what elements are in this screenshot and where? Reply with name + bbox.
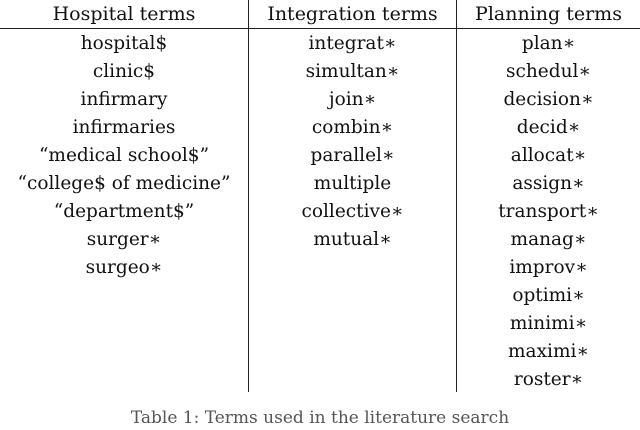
term-list: [249, 28, 456, 254]
column-header: Integration terms: [267, 3, 438, 25]
term-cell: improv∗: [509, 257, 588, 278]
column-hospital-terms: [0, 0, 248, 392]
term-cell: join∗: [328, 89, 377, 110]
term-cell: optimi∗: [512, 285, 585, 306]
term-cell: schedul∗: [506, 61, 591, 82]
term-cell: parallel∗: [310, 145, 395, 166]
term-cell: assign∗: [512, 173, 585, 194]
term-cell: decid∗: [516, 117, 581, 138]
term-list: [457, 28, 640, 394]
term-cell: allocat∗: [510, 145, 587, 166]
term-cell: plan∗: [521, 33, 576, 54]
term-cell: surgeo∗: [85, 257, 163, 278]
term-cell: hospital$: [80, 33, 168, 54]
term-cell: simultan∗: [305, 61, 400, 82]
term-cell: “department$”: [53, 201, 195, 222]
term-cell: maximi∗: [508, 341, 589, 362]
term-cell: surger∗: [86, 229, 162, 250]
term-cell: roster∗: [513, 369, 584, 390]
column-header: Hospital terms: [52, 3, 196, 25]
term-cell: infirmary: [80, 89, 168, 110]
term-cell: transport∗: [498, 201, 599, 222]
term-cell: “medical school$”: [38, 145, 210, 166]
term-cell: combin∗: [311, 117, 394, 138]
term-cell: “college$ of medicine”: [17, 173, 231, 194]
column-planning-terms: [457, 0, 640, 392]
column-header: Planning terms: [475, 3, 622, 25]
term-cell: manag∗: [510, 229, 587, 250]
term-list: [0, 28, 248, 282]
term-cell: integrat∗: [308, 33, 397, 54]
term-cell: minimi∗: [509, 313, 588, 334]
term-cell: mutual∗: [313, 229, 392, 250]
term-cell: multiple: [313, 173, 392, 194]
term-cell: decision∗: [503, 89, 594, 110]
term-cell: infirmaries: [72, 117, 176, 138]
table-caption: Table 1: Terms used in the literature search: [130, 408, 510, 428]
column-integration-terms: [249, 0, 456, 392]
term-cell: clinic$: [92, 61, 156, 82]
term-cell: collective∗: [301, 201, 404, 222]
